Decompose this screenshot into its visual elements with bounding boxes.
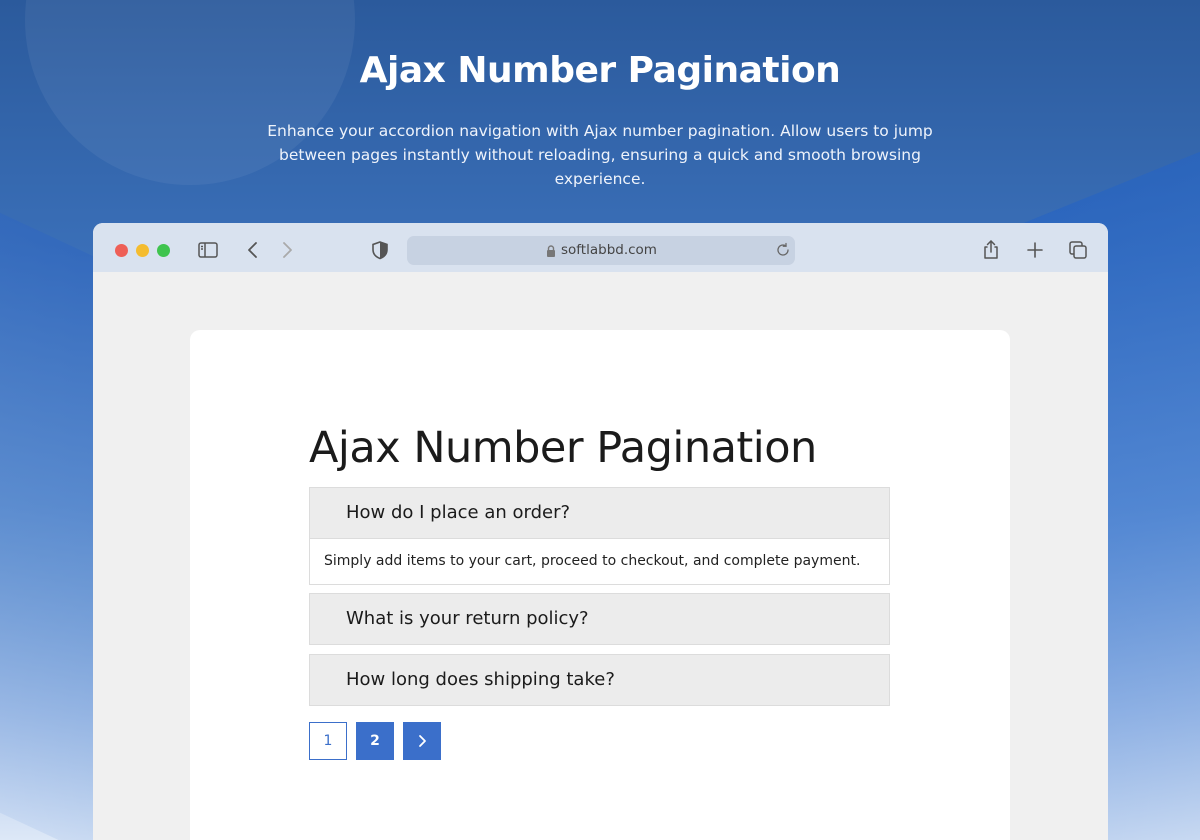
accordion-question[interactable]: How long does shipping take? <box>310 655 889 705</box>
address-bar[interactable] <box>407 236 795 265</box>
accordion-answer: Simply add items to your cart, proceed to checkout, and complete payment. <box>310 538 889 584</box>
sidebar-icon[interactable] <box>196 238 220 262</box>
accordion-question[interactable]: How do I place an order? <box>310 488 889 538</box>
page-button-1[interactable]: 1 <box>309 722 347 760</box>
hero-subtitle: Enhance your accordion navigation with Ajax number pagination. Allow users to jump between pages instantly without reloading, ensuring a quick and smooth browsing experience. <box>267 122 933 188</box>
back-icon[interactable] <box>241 238 265 262</box>
accordion-item <box>309 593 890 645</box>
browser-window <box>93 223 1108 840</box>
page-title: Ajax Number Pagination <box>309 423 817 473</box>
url-text: softlabbd.com <box>561 242 657 258</box>
tabs-icon[interactable] <box>1066 238 1090 262</box>
maximize-window-button[interactable] <box>157 244 170 257</box>
content-card <box>190 330 1010 840</box>
reload-icon[interactable] <box>775 242 791 258</box>
accordion-question[interactable]: What is your return policy? <box>310 594 889 644</box>
hero-title: Ajax Number Pagination <box>359 50 841 91</box>
share-icon[interactable] <box>979 238 1003 262</box>
close-window-button[interactable] <box>115 244 128 257</box>
forward-icon[interactable] <box>275 238 299 262</box>
chevron-right-icon <box>415 734 429 748</box>
lock-icon <box>544 243 558 257</box>
browser-toolbar <box>93 223 1108 272</box>
minimize-window-button[interactable] <box>136 244 149 257</box>
page-button-2[interactable]: 2 <box>356 722 394 760</box>
accordion-item <box>309 487 890 585</box>
accordion-item <box>309 654 890 706</box>
next-page-button[interactable] <box>403 722 441 760</box>
shield-icon[interactable] <box>368 238 392 262</box>
new-tab-icon[interactable] <box>1023 238 1047 262</box>
